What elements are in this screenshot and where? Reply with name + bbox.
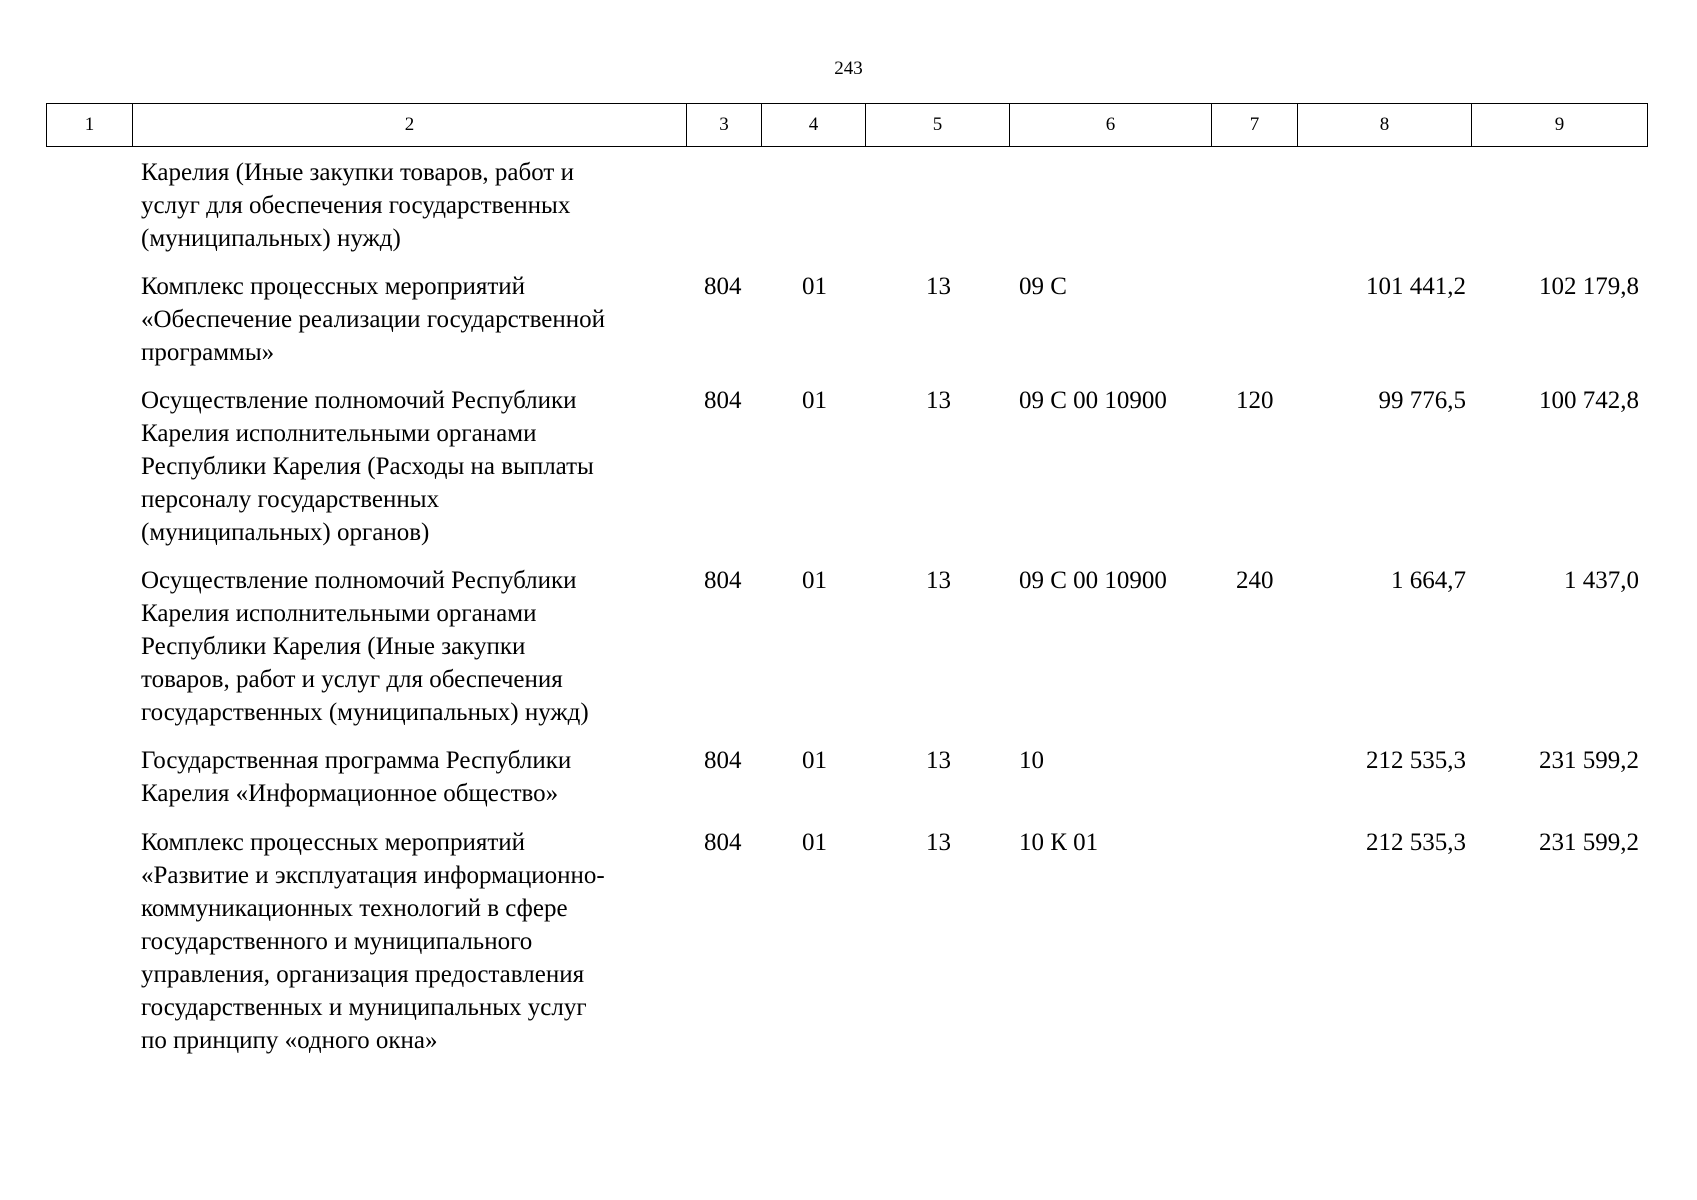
ministry-code: 804	[704, 273, 742, 300]
description-line: товаров, работ и услуг для обеспечения	[141, 666, 563, 693]
description-line: управления, организация предоставления	[141, 961, 585, 988]
table-row	[46, 564, 1647, 744]
row-description	[141, 744, 701, 810]
header-col-4: 4	[762, 104, 866, 147]
description-line: Республики Карелия (Иные закупки	[141, 633, 526, 660]
amount-col-9: 102 179,8	[1539, 273, 1639, 300]
amount-col-9: 231 599,2	[1539, 747, 1639, 774]
description-line: услуг для обеспечения государственных	[141, 192, 571, 219]
target-article-code: 10 К 01	[1019, 829, 1099, 856]
description-line: персоналу государственных	[141, 486, 440, 513]
description-line: Карелия исполнительными органами	[141, 420, 537, 447]
subsection-code: 13	[926, 567, 951, 594]
amount-col-8: 99 776,5	[1378, 387, 1466, 414]
description-line: Осуществление полномочий Республики	[141, 387, 577, 414]
amount-col-8: 1 664,7	[1391, 567, 1466, 594]
amount-col-9: 1 437,0	[1564, 567, 1639, 594]
target-article-code: 09 С 00 10900	[1019, 567, 1167, 594]
amount-col-9: 100 742,8	[1539, 387, 1639, 414]
header-col-5: 5	[866, 104, 1010, 147]
header-col-9: 9	[1472, 104, 1648, 147]
header-col-7: 7	[1212, 104, 1298, 147]
section-code: 01	[802, 747, 827, 774]
budget-table-body	[46, 156, 1647, 1066]
row-description	[141, 826, 701, 1057]
subsection-code: 13	[926, 273, 951, 300]
ministry-code: 804	[704, 747, 742, 774]
description-line: по принципу «одного окна»	[141, 1027, 438, 1054]
expense-type-code: 240	[1236, 567, 1274, 594]
subsection-code: 13	[926, 387, 951, 414]
description-line: Государственная программа Республики	[141, 747, 572, 774]
table-row	[46, 384, 1647, 564]
description-line: коммуникационных технологий в сфере	[141, 895, 568, 922]
target-article-code: 09 С 00 10900	[1019, 387, 1167, 414]
table-row	[46, 826, 1647, 1066]
description-line: «Обеспечение реализации государственной	[141, 306, 605, 333]
amount-col-9: 231 599,2	[1539, 829, 1639, 856]
section-code: 01	[802, 387, 827, 414]
table-row	[46, 156, 1647, 270]
description-line: Осуществление полномочий Республики	[141, 567, 577, 594]
subsection-code: 13	[926, 747, 951, 774]
ministry-code: 804	[704, 829, 742, 856]
expense-type-code: 120	[1236, 387, 1274, 414]
description-line: (муниципальных) нужд)	[141, 225, 401, 252]
description-line: государственных и муниципальных услуг	[141, 994, 587, 1021]
description-line: государственных (муниципальных) нужд)	[141, 699, 589, 726]
row-description	[141, 270, 701, 369]
ministry-code: 804	[704, 387, 742, 414]
description-line: государственного и муниципального	[141, 928, 533, 955]
row-description	[141, 564, 701, 729]
description-line: «Развитие и эксплуатация информационно-	[141, 862, 605, 889]
row-description	[141, 384, 701, 549]
amount-col-8: 212 535,3	[1366, 747, 1466, 774]
ministry-code: 804	[704, 567, 742, 594]
header-col-2: 2	[133, 104, 687, 147]
section-code: 01	[802, 273, 827, 300]
table-row	[46, 270, 1647, 384]
header-col-8: 8	[1298, 104, 1472, 147]
page-number: 243	[834, 58, 863, 79]
header-col-1: 1	[47, 104, 133, 147]
target-article-code: 10	[1019, 747, 1044, 774]
amount-col-8: 101 441,2	[1366, 273, 1466, 300]
amount-col-8: 212 535,3	[1366, 829, 1466, 856]
table-row	[46, 744, 1647, 826]
description-line: Республики Карелия (Расходы на выплаты	[141, 453, 594, 480]
column-number-header	[46, 103, 1648, 147]
description-line: программы»	[141, 339, 275, 366]
header-col-3: 3	[687, 104, 762, 147]
section-code: 01	[802, 829, 827, 856]
section-code: 01	[802, 567, 827, 594]
description-line: Карелия исполнительными органами	[141, 600, 537, 627]
target-article-code: 09 С	[1019, 273, 1067, 300]
subsection-code: 13	[926, 829, 951, 856]
description-line: Комплекс процессных мероприятий	[141, 273, 526, 300]
description-line: (муниципальных) органов)	[141, 519, 430, 546]
description-line: Карелия «Информационное общество»	[141, 780, 559, 807]
description-line: Карелия (Иные закупки товаров, работ и	[141, 159, 574, 186]
header-col-6: 6	[1010, 104, 1212, 147]
row-description	[141, 156, 701, 255]
description-line: Комплекс процессных мероприятий	[141, 829, 526, 856]
